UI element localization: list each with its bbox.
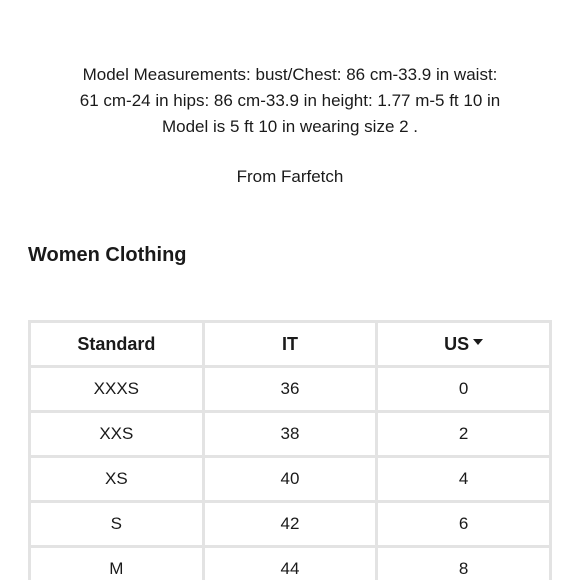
size-chart-table: [28, 320, 552, 580]
cell-us: 8: [377, 547, 551, 580]
cell-it: 40: [203, 457, 377, 502]
cell-it: 44: [203, 547, 377, 580]
cell-us: 2: [377, 412, 551, 457]
cell-it: 38: [203, 412, 377, 457]
measurements-line: Model Measurements: bust/Chest: 86 cm-33.9 in waist:: [82, 65, 498, 84]
table-row: [30, 457, 551, 502]
table-row: [30, 367, 551, 412]
cell-standard: XS: [30, 457, 204, 502]
cell-standard: S: [30, 502, 204, 547]
measurements-line: Model is 5 ft 10 in wearing size 2 .: [161, 117, 419, 136]
model-measurements: [40, 62, 540, 140]
caret-down-icon: [473, 339, 483, 345]
header-us: US: [444, 333, 470, 354]
source-text: From Farfetch: [236, 167, 344, 186]
cell-standard: XXXS: [30, 367, 204, 412]
table-row: [30, 502, 551, 547]
table-header-row: [30, 322, 551, 367]
cell-us: 6: [377, 502, 551, 547]
measurements-line: 61 cm-24 in hips: 86 cm-33.9 in height: 1.77 m-5 ft 10 in: [79, 91, 501, 110]
unit-selector-dropdown[interactable]: [444, 334, 483, 355]
section-title: Women Clothing: [28, 244, 187, 266]
table-row: [30, 412, 551, 457]
table-row: [30, 547, 551, 580]
cell-it: 36: [203, 367, 377, 412]
header-it: IT: [203, 322, 377, 367]
header-us-cell: [377, 322, 551, 367]
header-standard: Standard: [30, 322, 204, 367]
cell-standard: M: [30, 547, 204, 580]
cell-standard: XXS: [30, 412, 204, 457]
cell-us: 4: [377, 457, 551, 502]
cell-it: 42: [203, 502, 377, 547]
cell-us: 0: [377, 367, 551, 412]
